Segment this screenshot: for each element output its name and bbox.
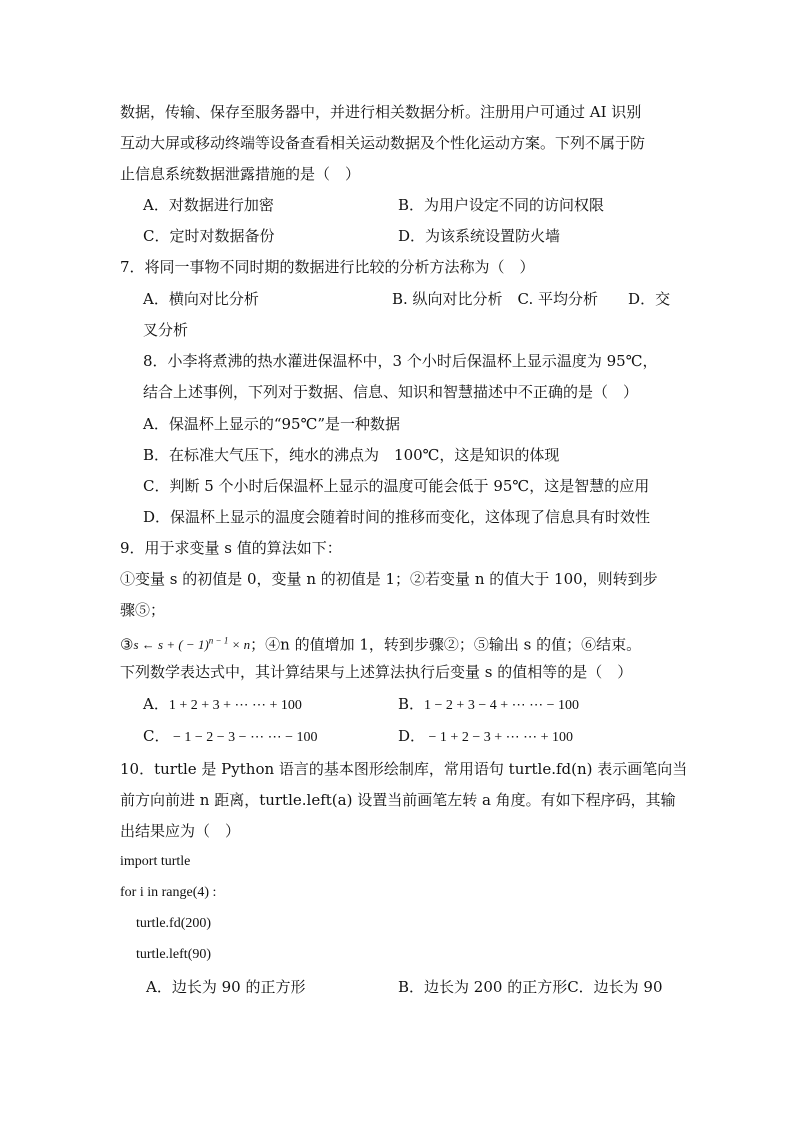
q9-option-b-label: B． [398,695,425,713]
q10-stem-line-2: 前方向前进 n 距离，turtle.left(a) 设置当前画笔左转 a 角度。有如下程序码，其输 [120,791,676,809]
q6-option-a: A．对数据进行加密 [143,196,274,214]
q7-option-b-c-d: B. 纵向对比分析 C. 平均分析 D．交 [392,290,671,308]
q9-step-3-marker: ③ [120,635,134,654]
q9-formula [133,637,250,652]
q9-option-c-label: C． [143,727,170,745]
q9-option-b [398,693,579,717]
q10-option-a: A．边长为 90 的正方形 [146,978,306,996]
q8-option-d: D．保温杯上显示的温度会随着时间的推移而变化，这体现了信息具有时效性 [143,508,651,526]
q6-option-b: B．为用户设定不同的访问权限 [398,196,605,214]
q9-option-d-label: D． [398,727,426,745]
q9-option-b-expr: 1 − 2 + 3 − 4 + ⋯ ⋯ − 100 [424,698,580,713]
q9-step-2-continued: 骤⑤； [120,601,166,619]
q9-stem: 9．用于求变量 s 值的算法如下： [120,539,342,557]
q8-stem-line-2: 结合上述事例，下列对于数据、信息、知识和智慧描述中不正确的是（ ） [143,383,639,401]
q7-stem: 7．将同一事物不同时期的数据进行比较的分析方法称为（ ） [120,258,535,276]
q9-option-d-expr: − 1 + 2 − 3 + ⋯ ⋯ + 100 [425,730,574,745]
q10-code-line-3: turtle.fd(200) [136,916,212,931]
q10-code-line-4: turtle.left(90) [136,947,212,962]
q7-option-d-continued: 叉分析 [143,321,189,339]
q7-option-a: A．横向对比分析 [143,290,259,308]
q6-stem-line-2: 互动大屏或移动终端等设备查看相关运动数据及个性化运动方案。下列不属于防 [120,134,646,152]
q6-option-c: C．定时对数据备份 [143,227,275,245]
q6-stem-line-1: 数据，传输、保存至服务器中，并进行相关数据分析。注册用户可通过 AI 识别 [120,103,642,121]
q8-stem-line-1: 8．小李将煮沸的热水灌进保温杯中，3 个小时后保温杯上显示温度为 95℃， [143,352,658,370]
q10-stem-line-1: 10．turtle 是 Python 语言的基本图形绘制库，常用语句 turtle.fd(n) 表示画笔向当 [120,760,688,778]
q9-option-a [143,693,302,717]
q10-code-line-2: for i in range(4) : [120,885,217,900]
q8-option-a: A．保温杯上显示的“95℃”是一种数据 [143,415,401,433]
q9-option-d [398,725,573,749]
q8-option-c: C．判断 5 个小时后保温杯上显示的温度可能会低于 95℃，这是智慧的应用 [143,477,650,495]
q9-formula-tail: × n [228,637,251,653]
q9-step-3-line [120,630,641,656]
q10-code-line-1: import turtle [120,854,191,869]
q6-option-d: D．为该系统设置防火墙 [398,227,561,245]
q9-option-a-label: A． [143,695,169,713]
q10-option-b-c: B．边长为 200 的正方形C．边长为 90 [398,978,663,996]
q6-stem-line-3: 止信息系统数据泄露措施的是（ ） [120,165,361,183]
q9-formula-base: s ← s + ( − 1) [133,637,209,653]
q8-option-b: B．在标准大气压下，纯水的沸点为 100℃，这是知识的体现 [143,446,560,464]
q10-stem-line-3: 出结果应为（ ） [120,822,241,840]
q9-step-1-2: ①变量 s 的初值是 0，变量 n 的初值是 1；②若变量 n 的值大于 100，则转到步 [120,570,658,588]
q9-formula-exponent: n − 1 [208,636,229,646]
q9-step-3-rest: ；④n 的值增加 1，转到步骤②；⑤输出 s 的值；⑥结束。 [250,635,642,654]
q9-option-a-expr: 1 + 2 + 3 + ⋯ ⋯ + 100 [168,698,302,713]
q9-option-c [143,725,317,749]
q9-question: 下列数学表达式中，其计算结果与上述算法执行后变量 s 的值相等的是（ ） [120,663,633,681]
q9-option-c-expr: − 1 − 2 − 3 − ⋯ ⋯ − 100 [169,730,318,745]
